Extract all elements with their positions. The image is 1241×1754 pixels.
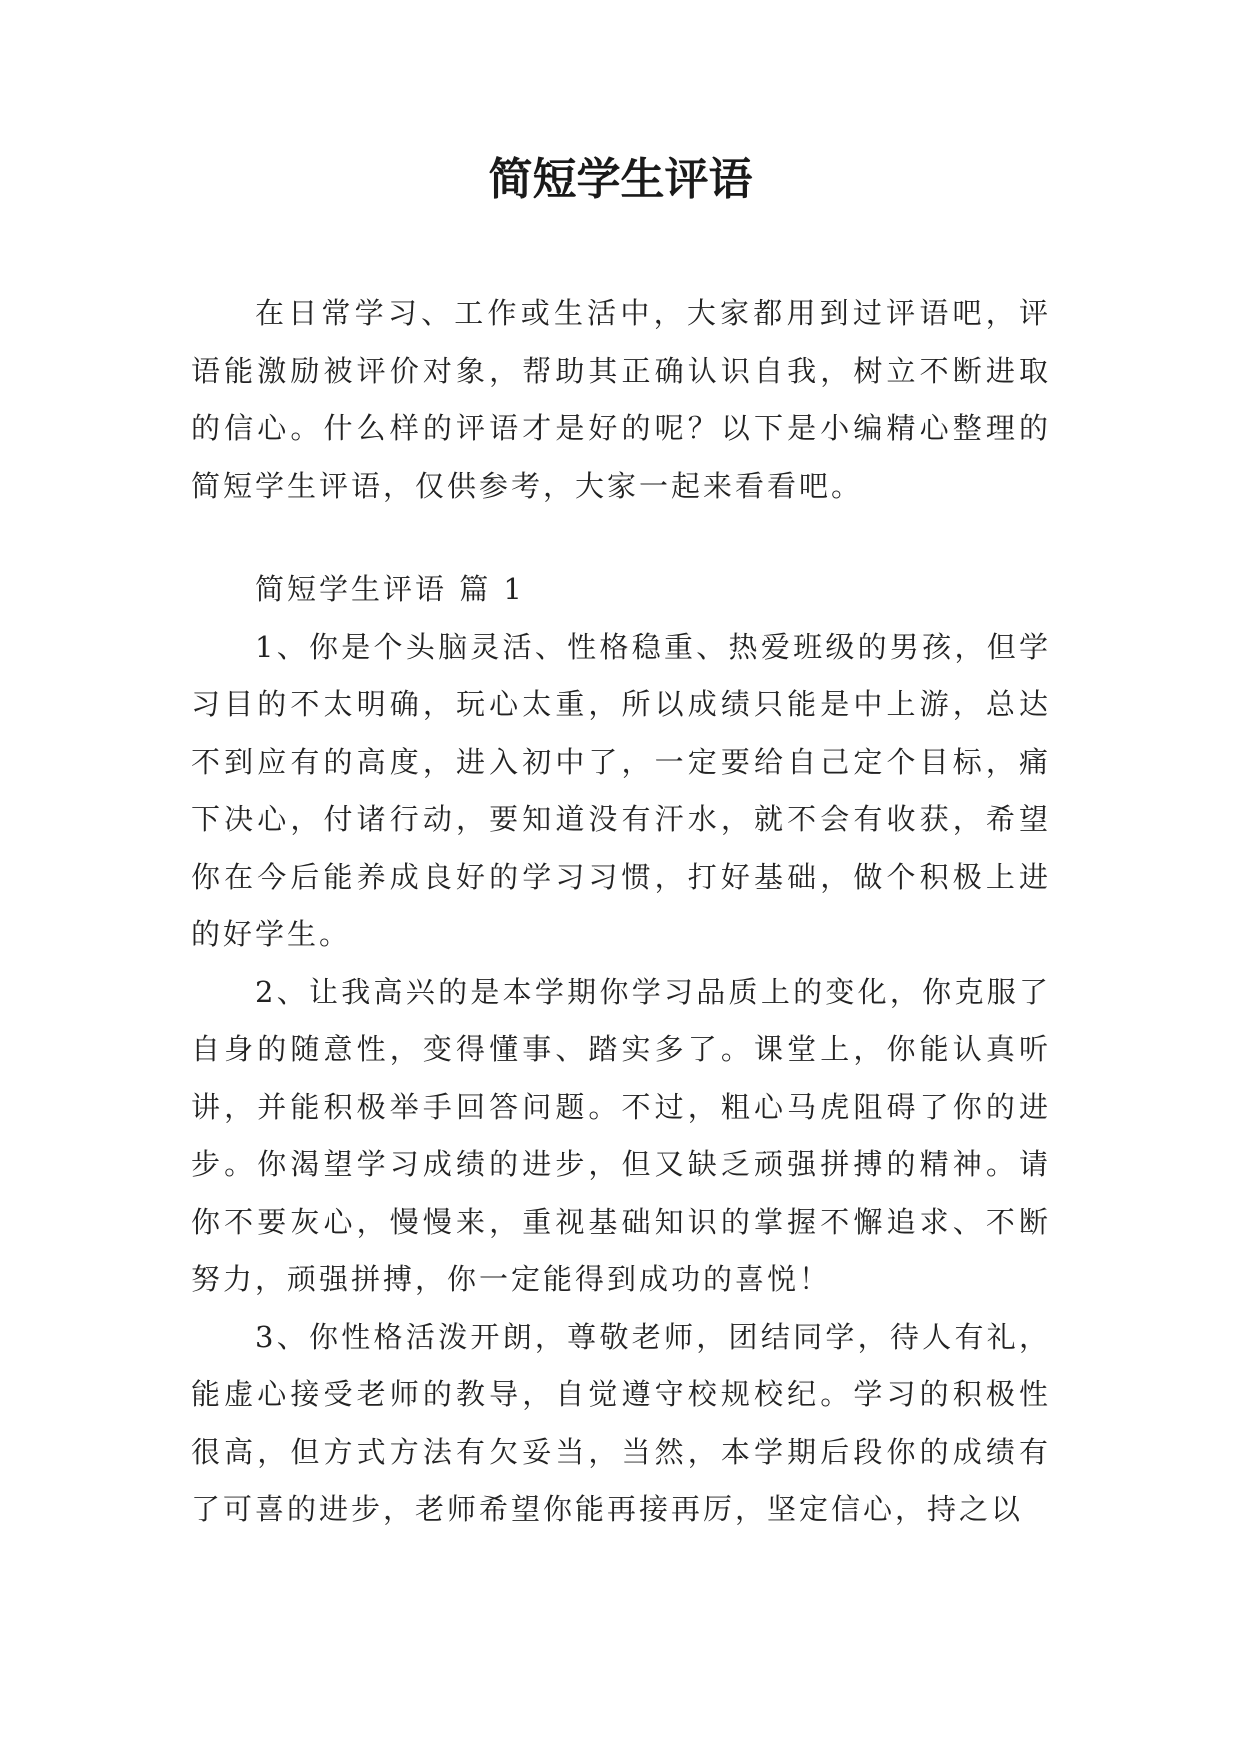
comment-paragraph-2: 2、让我高兴的是本学期你学习品质上的变化，你克服了自身的随意性，变得懂事、踏实多了。课堂上，你能认真听讲，并能积极举手回答问题。不过，粗心马虎阻碍了你的进步。你渴望学习成绩的进步，但又缺乏顽强拼搏的精神。请你不要灰心，慢慢来，重视基础知识的掌握不懈追求、不断努力，顽强拼搏，你一定能得到成功的喜悦！ [191, 974, 1051, 1296]
document-title: 简短学生评语 [488, 154, 753, 205]
comment-paragraph-3: 3、你性格活泼开朗，尊敬老师，团结同学，待人有礼，能虚心接受老师的教导，自觉遵守校规校纪。学习的积极性很高，但方式方法有欠妥当，当然，本学期后段你的成绩有了可喜的进步，老师希望你能再接再厉，坚定信心，持之以 [191, 1319, 1051, 1526]
section-heading: 简短学生评语 篇 1 [255, 572, 525, 606]
intro-paragraph: 在日常学习、工作或生活中，大家都用到过评语吧，评语能激励被评价对象，帮助其正确认识自我，树立不断进取的信心。什么样的评语才是好的呢？以下是小编精心整理的简短学生评语，仅供参考，大家一起来看看吧。 [191, 296, 1051, 503]
document-body [191, 285, 1051, 1539]
comment-paragraph-1: 1、你是个头脑灵活、性格稳重、热爱班级的男孩，但学习目的不太明确，玩心太重，所以成绩只能是中上游，总达不到应有的高度，进入初中了，一定要给自己定个目标，痛下决心，付诸行动，要知道没有汗水，就不会有收获，希望你在今后能养成良好的学习习惯，打好基础，做个积极上进的好学生。 [191, 629, 1051, 951]
